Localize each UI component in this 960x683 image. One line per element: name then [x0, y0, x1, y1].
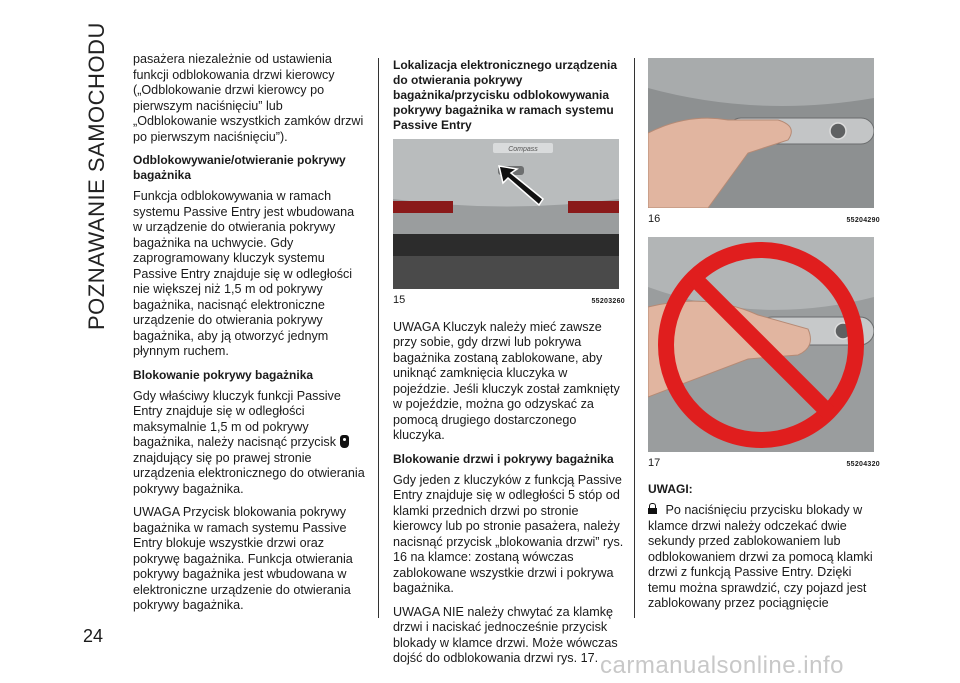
figure-16-door-handle-press [648, 58, 874, 208]
paragraph [648, 503, 880, 612]
figure-number: 17 [648, 456, 661, 469]
watermark: carmanualsonline.info [600, 652, 844, 679]
paragraph: pasażera niezależnie od ustawienia funkcji odblokowania drzwi kierowcy („Odblokowanie drzwi kierowcy po pierwszym naciśnięciu” lub „Odblokowanie wszystkich zamków drzwi po pierwszym naciśnięciu”). [133, 52, 364, 144]
figure-caption [648, 456, 880, 473]
column-1 [133, 52, 365, 622]
figure-number: 15 [393, 294, 406, 306]
column-divider-1 [378, 58, 379, 618]
column-3 [648, 58, 880, 620]
paragraph-text: znajdujący się po prawej stronie urządzenia elektronicznego do otwierania pokrywy bagażnika. [133, 450, 365, 496]
paragraph: Funkcja odblokowywania w ramach systemu Passive Entry jest wbudowana w urządzenie do otwierania pokrywy bagażnika na uchwycie. Gdy zaprogramowany kluczyk systemu Passive Entry znajduje się w odległości nie większej niż 1,5 m od pokrywy bagażnika, nacisnąć elektroniczne urządzenie do otwierania pokrywy bagażnika, aby ją otworzyć jednym płynnym ruchem. [133, 189, 355, 358]
section-title-vertical [80, 22, 114, 330]
lock-icon [648, 508, 657, 514]
figure-code: 55204290 [846, 217, 880, 224]
badge-text: Compass [508, 146, 538, 153]
section-heading: Blokowanie drzwi i pokrywy bagażnika [393, 451, 614, 466]
prohibited-grip-photo [648, 237, 874, 452]
figure-caption [393, 293, 625, 310]
paragraph: UWAGA Przycisk blokowania pokrywy bagażnika w ramach systemu Passive Entry blokuje wszystkie drzwi oraz pokrywę bagażnika. Funkcja otwierania pokrywy bagażnika jest wbudowana w elektroniczne urządzenie do otwierania pokrywy bagażnika. [133, 505, 353, 612]
column-divider-2 [634, 58, 635, 618]
paragraph: Gdy jeden z kluczyków z funkcją Passive Entry znajduje się w odległości 5 stóp od klamki przednich drzwi po stronie kierowcy lub po stronie pasażera, należy nacisnąć przycisk „blokowania drzwi” rys. 16 na klamce: zostaną wówczas zablokowane wszystkie drzwi i pokrywa bagażnika. [393, 472, 624, 595]
figure-code: 55203260 [591, 298, 625, 305]
door-handle-photo [648, 58, 874, 208]
paragraph-text: Po naciśnięciu przycisku blokady w klamce drzwi należy odczekać dwie sekundy przed zablokowaniem lub odblokowaniem drzwi za pomocą klamki drzwi z funkcją Passive Entry. Dzięki temu można sprawdzić, czy pojazd jest zablokowany przez pociągnięcie [648, 503, 873, 610]
section-heading: Lokalizacja elektronicznego urządzenia do otwierania pokrywy bagażnika/przycisku odblokowywania pokrywy bagażnika w ramach systemu Passive Entry [393, 58, 618, 132]
column-2 [393, 58, 625, 675]
figure-number: 16 [648, 213, 661, 225]
paragraph: UWAGA NIE należy chwytać za klamkę drzwi i naciskać jednocześnie przycisk blokady w klamce drzwi. Może wówczas dojść do odblokowania drzwi rys. 17. [393, 604, 618, 665]
liftgate-photo [393, 139, 619, 289]
section-heading: Odblokowywanie/otwieranie pokrywy bagażnika [133, 153, 346, 182]
figure-17-prohibited-grip [648, 237, 874, 452]
key-fob-icon [340, 435, 349, 448]
section-heading: UWAGI: [648, 482, 693, 496]
figure-caption [648, 212, 880, 229]
page-number: 24 [83, 626, 104, 646]
figure-code: 55204320 [846, 460, 880, 468]
paragraph [133, 389, 365, 498]
figure-15-liftgate [393, 139, 619, 289]
paragraph: UWAGA Kluczyk należy mieć zawsze przy sobie, gdy drzwi lub pokrywa bagażnika zostaną zablokowane, aby uniknąć zamknięcia kluczyka w pojeździe. Jeśli kluczyk został zamknięty w pojeździe, można go odzyskać za pomocą drugiego dostarczonego kluczyka. [393, 319, 620, 442]
section-title: POZNAWANIE SAMOCHODU [84, 22, 109, 330]
paragraph-text: Gdy właściwy kluczyk funkcji Passive Entry znajduje się w odległości maksymalnie 1,5 m od pokrywy bagażnika, należy nacisnąć przycisk [133, 388, 341, 449]
section-heading: Blokowanie pokrywy bagażnika [133, 367, 314, 382]
